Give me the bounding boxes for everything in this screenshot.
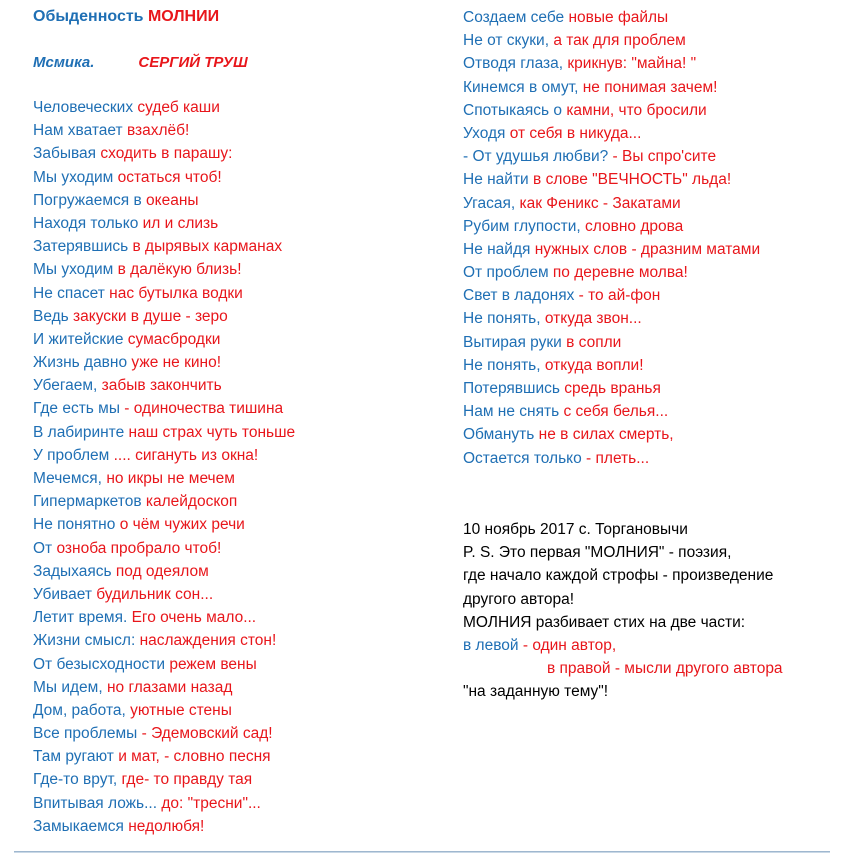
left-verse-line [33, 444, 295, 467]
left-verse-line [33, 722, 295, 745]
left-verse-line [33, 374, 295, 397]
left-verse-line-start: Гипермаркетов [33, 493, 146, 511]
bottom-divider [14, 851, 830, 853]
left-verse-line [33, 189, 295, 212]
left-verse-line-end: и мат, - словно песня [118, 748, 271, 766]
right-verse-line [463, 447, 760, 470]
left-verse-line-start: Летит время. [33, 609, 132, 627]
right-verse-line [463, 284, 760, 307]
left-verse-line [33, 397, 295, 420]
note-split: МОЛНИЯ разбивает стих на две части: [463, 613, 746, 631]
left-verse-line-end: калейдоскоп [145, 493, 238, 511]
right-verse-line-start: Уходя [463, 124, 510, 142]
left-verse-line-end: озноба пробрало чтоб! [56, 539, 222, 557]
left-verse-line-start: Впитывая ложь... [33, 794, 162, 812]
right-verse-line-end: новые файлы [568, 9, 669, 26]
left-verse-line [33, 768, 295, 791]
left-verse-line-end: Его очень мало... [131, 609, 257, 627]
note-ps-end: другого автора! [463, 590, 575, 608]
left-verse-line [33, 119, 295, 142]
left-verse-line-end: уже не кино! [131, 354, 222, 372]
left-verse-line [33, 328, 295, 351]
left-verse-line-start: Все проблемы [33, 725, 142, 743]
right-verse-line [463, 331, 760, 354]
right-verse-line-end: - то ай-фон [578, 287, 661, 305]
right-verse-line-end: с себя белья... [563, 403, 669, 421]
left-verse-line [33, 235, 295, 258]
note-right-part [463, 657, 783, 680]
left-verse-line [33, 166, 295, 189]
left-verse-line [33, 815, 295, 838]
right-column-verses [463, 6, 760, 470]
right-verse-line-end: средь вранья [564, 380, 661, 397]
right-verse-line-end: по деревне молва! [552, 264, 688, 282]
right-verse-line [463, 122, 760, 145]
left-verse-line-start: Погружаемся в [33, 191, 147, 209]
left-verse-line-end: наш страх чуть тоньше [128, 423, 296, 441]
right-verse-line-start: Угасая, [463, 194, 520, 212]
left-verse-line-end: наслаждения стон! [139, 632, 277, 650]
left-verse-line-start: Затерявшись [33, 238, 133, 256]
right-verse-line [463, 29, 760, 52]
left-verse-line-end: океаны [146, 191, 199, 209]
left-verse-line-end: закуски в душе - зеро [73, 307, 228, 325]
right-verse-line-start: Рубим глупости, [463, 217, 586, 235]
left-verse-line-start: Там ругают [33, 748, 119, 766]
right-verse-line-end: от себя в никуда... [509, 124, 642, 142]
right-verse-line-end: откуда вопли! [544, 356, 644, 374]
left-verse-line [33, 467, 295, 490]
note-left-part [463, 634, 783, 657]
right-verse-line-start: От проблем [463, 264, 553, 282]
right-verse-line-end: а так для проблем [553, 32, 686, 50]
left-verse-line-start: Нам хватает [33, 122, 127, 140]
left-verse-line [33, 258, 295, 281]
left-verse-line-start: Мы уходим [33, 261, 118, 279]
authors-line [33, 54, 248, 71]
note-theme: "на заданную тему"! [463, 683, 609, 701]
left-verse-line [33, 305, 295, 328]
left-verse-line-start: Жизни смысл: [33, 632, 140, 650]
left-verse-line-end: сумасбродки [127, 330, 221, 348]
left-verse-line-start: И житейские [33, 330, 128, 348]
left-verse-line-end: уютные стены [130, 701, 232, 719]
right-verse-line-end: - плеть... [586, 449, 650, 467]
note-right-author: в правой - мысли другого автора [547, 660, 783, 678]
author-right: СЕРГИЙ ТРУШ [138, 54, 248, 71]
left-verse-line [33, 676, 295, 699]
right-verse-line-end: крикнув: "майна! " [567, 55, 697, 73]
left-verse-line [33, 351, 295, 374]
left-verse-line [33, 792, 295, 815]
right-verse-line-end: не в силах смерть, [538, 426, 674, 444]
left-verse-line-end: забыв закончить [101, 377, 222, 395]
right-verse-line-end: не понимая зачем! [582, 78, 718, 96]
left-verse-line-start: Убивает [33, 585, 97, 603]
left-verse-line [33, 96, 295, 119]
right-verse-line [463, 76, 760, 99]
poem-title [33, 8, 219, 26]
left-verse-line-end: судеб каши [137, 99, 220, 116]
note-date: 10 ноябрь 2017 с. Торгановычи [463, 521, 688, 538]
right-verse-line-start: Не найдя [463, 240, 535, 258]
right-verse-line-start: - От удушья любви? [463, 148, 613, 166]
right-verse-line [463, 261, 760, 284]
right-verse-line [463, 168, 760, 191]
right-verse-line [463, 354, 760, 377]
author-note [463, 518, 783, 704]
note-left-label: в левой [463, 636, 523, 654]
left-verse-line [33, 583, 295, 606]
left-verse-line-end: сходить в парашу: [100, 145, 233, 163]
right-verse-line [463, 6, 760, 29]
right-verse-line-end: нужных слов - дразним матами [534, 240, 761, 258]
right-verse-line-start: Нам не снять [463, 403, 564, 421]
right-verse-line [463, 145, 760, 168]
right-verse-line-start: Обмануть [463, 426, 539, 444]
left-verse-line-end: - Эдемовский сад! [141, 725, 273, 743]
left-verse-line [33, 142, 295, 165]
right-verse-line [463, 192, 760, 215]
right-verse-line-start: Вытирая руки [463, 333, 567, 351]
right-verse-line-end: - Вы спро'сите [612, 148, 717, 166]
left-verse-line [33, 629, 295, 652]
left-verse-line-start: Дом, работа, [33, 701, 131, 719]
left-verse-line-start: Человеческих [33, 99, 138, 116]
right-verse-line [463, 215, 760, 238]
left-verse-line-end: под одеялом [115, 562, 209, 580]
left-verse-line-end: .... сигануть из окна! [113, 446, 259, 464]
right-verse-line [463, 307, 760, 330]
left-verse-line-start: Ведь [33, 307, 74, 325]
right-verse-line-start: Отводя глаза, [463, 55, 568, 73]
poem-title-accent: МОЛНИИ [147, 8, 220, 25]
left-verse-line-start: Не понятно [33, 516, 120, 534]
left-verse-line-end: - одиночества тишина [124, 400, 284, 418]
left-verse-line-start: Жизнь давно [33, 354, 132, 372]
left-verse-line [33, 560, 295, 583]
left-verse-line-start: Убегаем, [33, 377, 102, 395]
right-verse-line-start: Свет в ладонях [463, 287, 579, 305]
right-verse-line-start: Создаем себе [463, 9, 569, 26]
right-verse-line [463, 52, 760, 75]
author-left: Мсмика. [33, 54, 95, 71]
left-verse-line-start: От безысходности [33, 655, 170, 673]
left-verse-line-end: ил и слизь [142, 214, 219, 232]
left-verse-line-end: но глазами назад [106, 678, 233, 696]
left-verse-line [33, 490, 295, 513]
left-verse-line-start: Забывая [33, 145, 101, 163]
left-verse-line [33, 745, 295, 768]
right-verse-line-end: в слове "ВЕЧНОСТЬ" льда! [533, 171, 732, 189]
right-verse-line-end: словно дрова [585, 217, 684, 235]
left-verse-line-end: недолюбя! [128, 817, 205, 835]
left-verse-line-start: От [33, 539, 57, 557]
left-verse-line [33, 699, 295, 722]
left-verse-line [33, 212, 295, 235]
left-verse-line-start: У проблем [33, 446, 114, 464]
left-verse-line-end: в далёкую близь! [117, 261, 242, 279]
left-verse-line [33, 282, 295, 305]
right-verse-line-end: камни, что бросили [566, 101, 707, 119]
left-verse-line [33, 653, 295, 676]
left-verse-line-end: где- то правду тая [121, 771, 253, 789]
left-verse-line-end: до: "тресни"... [161, 794, 261, 812]
left-verse-line-start: Мы уходим [33, 168, 118, 186]
right-verse-line [463, 423, 760, 446]
left-verse-line-start: Мы идем, [33, 678, 107, 696]
left-verse-line [33, 513, 295, 536]
left-verse-line-end: остаться чтоб! [117, 168, 222, 186]
left-column-verses [33, 96, 295, 838]
left-verse-line-start: Замыкаемся [33, 817, 129, 835]
right-verse-line-start: Не понять, [463, 356, 545, 374]
right-verse-line [463, 400, 760, 423]
left-verse-line-end: но икры не мечем [106, 470, 235, 487]
left-verse-line-start: Находя только [33, 214, 143, 232]
left-verse-line-end: о чём чужих речи [119, 516, 245, 534]
right-verse-line [463, 238, 760, 261]
right-verse-line-start: Потерявшись [463, 380, 565, 397]
left-verse-line-end: будильник сон... [96, 585, 214, 603]
left-verse-line-end: нас бутылка водки [109, 284, 243, 302]
left-verse-line-start: Где есть мы [33, 400, 125, 418]
right-verse-line [463, 377, 760, 400]
note-ps: P. S. Это первая "МОЛНИЯ" - поэзия, [463, 544, 732, 562]
left-verse-line-start: Мечемся, [33, 470, 107, 487]
right-verse-line-start: Остается только [463, 449, 587, 467]
right-verse-line [463, 99, 760, 122]
right-verse-line-start: Спотыкаясь о [463, 101, 567, 119]
left-verse-line [33, 421, 295, 444]
left-verse-line-start: В лабиринте [33, 423, 129, 441]
left-verse-line-start: Не спасет [33, 284, 110, 302]
left-verse-line [33, 537, 295, 560]
right-verse-line-end: как Феникс - Закатами [519, 194, 681, 212]
poem-title-prefix: Обыденность [33, 8, 148, 25]
left-verse-line-end: в дырявых карманах [132, 238, 283, 256]
right-verse-line-start: Кинемся в омут, [463, 78, 583, 96]
note-ps-continued: где начало каждой строфы - произведение [463, 567, 774, 585]
right-verse-line-start: Не от скуки, [463, 32, 554, 50]
left-verse-line-end: режем вены [169, 655, 257, 673]
note-left-author: - один автор, [522, 636, 617, 654]
left-verse-line [33, 606, 295, 629]
left-verse-line-start: Задыхаясь [33, 562, 116, 580]
right-verse-line-end: в сопли [566, 333, 622, 351]
right-verse-line-end: откуда звон... [544, 310, 642, 328]
left-verse-line-end: взахлёб! [126, 122, 190, 140]
right-verse-line-start: Не понять, [463, 310, 545, 328]
left-verse-line-start: Где-то врут, [33, 771, 122, 789]
right-verse-line-start: Не найти [463, 171, 534, 189]
